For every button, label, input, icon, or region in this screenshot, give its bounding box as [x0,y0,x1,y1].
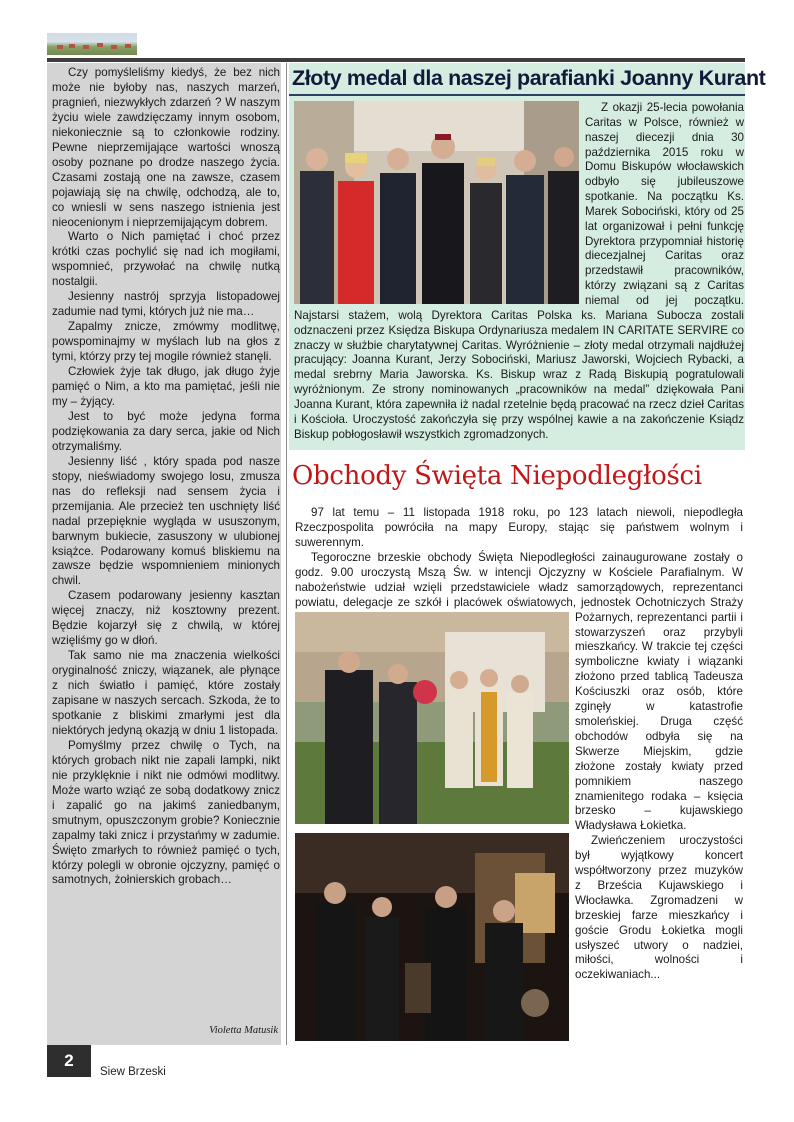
sidebar-paragraph: Człowiek żyje tak długo, jak długo żyje pamięć o Nim, a kto ma pamiętać, jeśli nie my – żyjący. [52,365,280,408]
publication-name: Siew Brzeski [100,1066,166,1078]
header-rule [47,58,745,62]
sidebar-paragraph: Zapalmy znicze, zmówmy modlitwę, powspominajmy w myślach lub na głos z tymi, którzy przy tej mogile również stanęli. [52,320,280,364]
sidebar-paragraph: Warto o Nich pamiętać i choć przez krótki czas pochylić się nad ich mogiłami, wspomnieć, przywołać na chwilę nutką nostalgii. [52,230,280,289]
header-village-photo [47,33,137,55]
article-independence-title: Obchody Święta Niepodległości [292,461,702,491]
title-underline [289,94,745,96]
caritas-group-photo [294,101,579,304]
article-independence-paragraph: Zwieńczeniem uroczystości był wyjątkowy koncert współtworzony przez muzyków z Brześcia Kujawskiego i Włocławka. Zgromadzeni w brzeskiej farze mieszkańcy i goście Grodu Łokietka mogli usłyszeć utwory o nadziei, miłości, wolności i oczekiwaniach... [575,834,743,982]
article-caritas-paragraph: Z okazji 25-lecia powołania Caritas w Polsce, również w naszej diecezji dnia 30 października 2015 roku w Domu Biskupów włocławskich odbyło się jubileuszowe spotkanie. Na początku Ks. Marek Sobociński, który od 25 lat organizował i pełni funkcję Dyrektora przypomniał historię diecezjalnej Caritas oraz przedstawił pracowników, którzy związani są z Caritas niemal od jej początku. Najstarsi stażem, wolą Dyrektora Caritas Polska ks. Mariana Subocza zostali odznaczeni przez Księdza Biskupa Ordynariusza medalem IN CARITATE SERVIRE co znaczy w służbie charytatywnej Caritas. Wyróżnienie – złoty medal otrzymali najdłużej pracujący: Joanna Kurant, Jerzy Sobociński, Mariusz Jaworski, Wojciech Rybacki, a medal srebrny Maria Jaworska. Ks. Biskup wraz z Radą Biskupią pogratulowali wyróżnionym. Ze strony nominowanych „pracowników na medal” dziękowała Pani Joanna Kurant, która zapewniła iż nadal rzetelnie będą pracować na rzecz dzieł Caritas i Kościoła. Uroczystość zakończyła się przy wspólnej kawie a na zakończenie Ksiądz Biskup pobłogosławił wszystkich zgromadzonych. [294,101,744,441]
article-independence-body [295,506,743,551]
sidebar-article [52,66,280,888]
article-independence-paragraph: Tegoroczne brzeskie obchody Święta Niepodległości zainaugurowane zostały o godz. 9.00 uroczystą Mszą Św. w intencji Ojczyzny w Kościele Parafialnym. W nabożeństwie udział wzięli przedstawiciele władz samorządowych, reprezentanci powiatu, delegacje ze szkół i placówek oświatowych, jednostek Ochotniczych Straży Pożarnych, reprezentanci partii i stowarzyszeń oraz przybyli mieszkańcy. W trakcie tej części symboliczne kwiaty i wiązanki złożono przed tablicą Tadeusza Kościuszki oraz osób, które zginęły w katastrofie smoleńskiej. Druga część obchodów odbyła się na Skwerze Miejskim, gdzie złożone zostały kwiaty przed pomnikiem naszego znamienitego rodaka – księcia brzesko – kujawskiego Władysława Łokietka. [295,551,743,833]
author-signature: Violetta Matusik [209,1025,278,1036]
sidebar-paragraph: Czy pomyśleliśmy kiedyś, że bez nich może nie byłoby nas, naszych marzeń, pragnień, niezwykłych zdarzeń ? W naszym życiu wiele zawdzięczamy innym osobom, niekoniecznie są to członkowie rodziny. Pewne nieprzemijające wartości wnoszą osoby poznane po drodze naszego życia. Czasami zostają one na zawsze, czasem pojawiają się na chwilę, odchodzą, ale to, co wniesli w sens naszego istnienia jest nieocenionym i nieprzemijającym dobrem. [52,66,280,229]
sidebar-paragraph: Tak samo nie ma znaczenia wielkości oryginalność zniczy, wiązanek, ale płynące z nich światło i pamięć, które zostały zapisane w naszych sercach. Szkoda, że to spotkanie z bliskimi zmarłymi jest dla niektórych jedyną okazją w dniu 1 listopada. [52,649,280,737]
sidebar-paragraph: Jest to być może jedyna forma podziękowania za dary serca, jakie od Nich otrzymaliśmy. [52,409,280,453]
article-caritas-body [294,101,744,442]
column-divider [286,63,287,1045]
sidebar-paragraph: Czasem podarowany jesienny kasztan więcej znaczy, niż kosztowny prezent. Będzie kojarzył się z chwilą, w której wzięliśmy go w dłoń. [52,589,280,648]
sidebar-paragraph: Pomyślmy przez chwilę o Tych, na których grobach nikt nie zapali lampki, nikt nie przyklęknie i nikt nie odmówi modlitwy. Może warto wziąć ze sobą dodatkowy znicz i zapalić go na jakimś zaniedbanym, smutnym, opuszczonym grobie? Koniecznie zapalmy taki znicz i przystańmy w zadumie. Święto zmarłych to również pamięć o tych, którzy polegli w obronie ojczyzny, pamięć o samotnych, żołnierskich grobach… [52,738,280,887]
wreath-ceremony-photo [295,612,569,824]
article-independence-paragraph: 97 lat temu – 11 listopada 1918 roku, po 123 latach niewoli, niepodległa Rzeczpospolita powróciła na mapy Europy, stając się państwem wolnym i suwerennym. [295,506,743,549]
sidebar-paragraph: Jesienny nastrój sprzyja listopadowej zadumie nad tymi, których już nie ma… [52,290,280,319]
page-number: 2 [47,1045,91,1077]
article-caritas-title: Złoty medal dla naszej parafianki Joanny Kurant [292,66,766,90]
sidebar-paragraph: Jesienny liść , który spada pod nasze stopy, nieświadomy swojego losu, zmusza nas do refleksji nad sensem życia i przemijania. Ale przecież ten uschnięty liść nadal przepięknie wygląda w ususzonym, barwnym bukiecie, zasuszony w ulubionej książce. Podarowany komuś bliskiemu na zawsze będzie wspomnieniem minionych chwil. [52,454,280,588]
concert-photo [295,833,569,1041]
